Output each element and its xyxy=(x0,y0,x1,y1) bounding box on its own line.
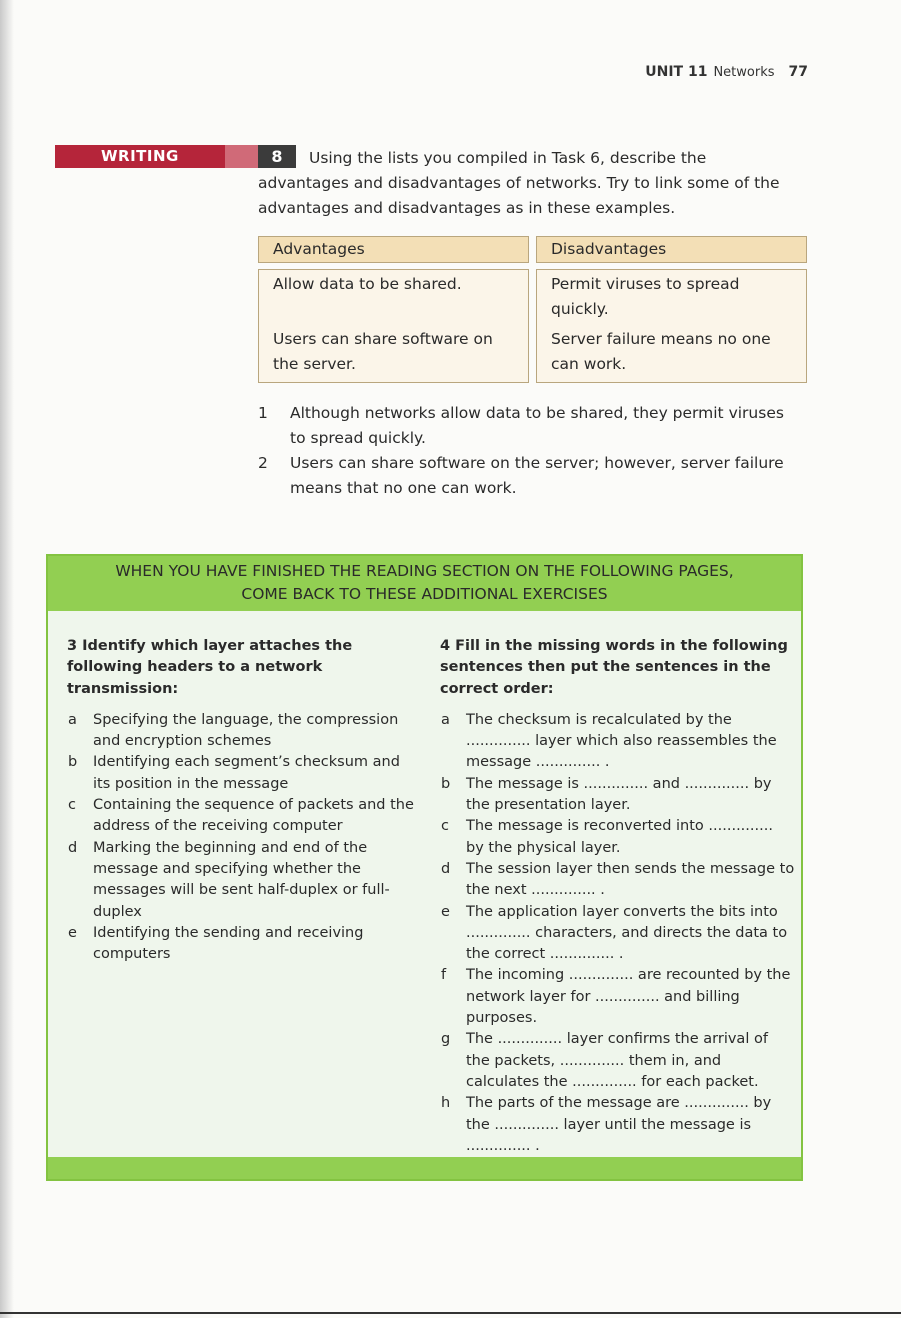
task-instructions: Using the lists you compiled in Task 6, describe the advantages and disadvantages of networks. Try to link some of the advantages and disadvantages as in these examples. xyxy=(258,149,780,217)
exercise-4-title: 4 Fill in the missing words in the following sentences then put the sentences in the correct order: xyxy=(440,638,788,697)
additional-exercises-footer-bar xyxy=(48,1157,801,1179)
item-text: The checksum is recalculated by the .............. layer which also reassembles the message .............. . xyxy=(466,711,777,771)
section-title: Networks xyxy=(713,65,775,80)
item-text: The parts of the message are .............. by the .............. layer until the message is .............. . xyxy=(466,1095,772,1154)
exercise-4-item xyxy=(440,902,795,966)
example-text: Users can share software on the server; however, server failure means that no one can work. xyxy=(290,454,784,497)
advantages-cell-box xyxy=(258,269,529,383)
example-item xyxy=(258,451,803,501)
exercise-3-item xyxy=(67,752,417,795)
item-text: The message is reconverted into .............. by the physical layer. xyxy=(466,818,773,856)
item-text: Identifying each segment’s checksum and its position in the message xyxy=(93,754,400,792)
exercise-4-item xyxy=(440,1093,795,1157)
item-letter: e xyxy=(68,924,77,941)
item-letter: b xyxy=(441,775,451,792)
exercise-3-item xyxy=(67,923,417,966)
example-number: 2 xyxy=(258,454,268,472)
item-letter: b xyxy=(68,754,78,771)
item-letter: c xyxy=(441,818,449,835)
exercise-3-item xyxy=(67,795,417,838)
item-text: The incoming .............. are recounted by the network layer for .............. and billing purposes. xyxy=(466,967,791,1027)
advantage-item: Allow data to be shared. xyxy=(273,275,462,293)
item-text: The session layer then sends the message to the next .............. . xyxy=(466,860,795,899)
example-sentences xyxy=(258,401,803,501)
exercise-4-item xyxy=(440,965,795,1029)
item-letter: f xyxy=(441,967,447,984)
task-number: 8 xyxy=(258,145,296,168)
page-bottom-rule xyxy=(0,1312,901,1314)
heading-line-1: WHEN YOU HAVE FINISHED THE READING SECTION ON THE FOLLOWING PAGES, xyxy=(115,562,734,580)
advantage-item: Users can share software on the server. xyxy=(273,330,493,373)
disadvantages-cell-box xyxy=(536,269,807,383)
item-text: Identifying the sending and receiving computers xyxy=(93,924,364,963)
example-item xyxy=(258,401,803,451)
item-letter: h xyxy=(441,1095,451,1112)
disadvantage-item: Permit viruses to spread quickly. xyxy=(551,275,740,318)
exercise-4-item xyxy=(440,774,795,817)
exercise-3-item xyxy=(67,710,417,753)
example-number: 1 xyxy=(258,404,268,422)
exercise-4 xyxy=(440,636,795,1157)
unit-label: UNIT 11 xyxy=(645,64,708,80)
advantages-header: Advantages xyxy=(258,236,529,263)
exercise-4-item xyxy=(440,816,795,859)
page-number: 77 xyxy=(788,64,808,80)
item-letter: e xyxy=(441,903,450,920)
exercise-3-item xyxy=(67,838,417,923)
item-text: Marking the beginning and end of the message and specifying whether the messages will be sent half-duplex or full-duplex xyxy=(93,839,390,920)
exercise-3 xyxy=(67,636,417,965)
item-text: Containing the sequence of packets and the address of the receiving computer xyxy=(93,797,414,835)
item-letter: c xyxy=(68,797,76,814)
item-letter: d xyxy=(441,860,451,877)
writing-section-label: WRITING xyxy=(55,145,225,168)
item-text: The application layer converts the bits into .............. characters, and directs the data to the correct .............. . xyxy=(466,903,788,963)
exercise-4-item xyxy=(440,859,795,902)
exercise-4-item xyxy=(440,710,795,774)
running-header xyxy=(645,64,808,80)
item-letter: d xyxy=(68,839,78,856)
page-edge-shadow xyxy=(0,0,14,1318)
item-text: Specifying the language, the compression and encryption schemes xyxy=(93,711,399,750)
example-text: Although networks allow data to be shared, they permit viruses to spread quickly. xyxy=(290,404,784,447)
heading-line-2: COME BACK TO THESE ADDITIONAL EXERCISES xyxy=(241,585,608,603)
item-text: The .............. layer confirms the arrival of the packets, .............. them in, and calculates the .............. for each packet. xyxy=(466,1031,768,1090)
additional-exercises-heading xyxy=(48,556,801,611)
item-letter: a xyxy=(441,711,450,728)
item-letter: a xyxy=(68,711,77,728)
disadvantages-header: Disadvantages xyxy=(536,236,807,263)
item-text: The message is .............. and .............. by the presentation layer. xyxy=(466,775,772,814)
writing-label-bar xyxy=(225,145,258,168)
disadvantage-item: Server failure means no one can work. xyxy=(551,330,771,373)
item-letter: g xyxy=(441,1031,451,1048)
exercise-3-title: 3 Identify which layer attaches the following headers to a network transmission: xyxy=(67,638,353,697)
additional-exercises-box xyxy=(46,554,803,1181)
exercise-4-item xyxy=(440,1029,795,1093)
